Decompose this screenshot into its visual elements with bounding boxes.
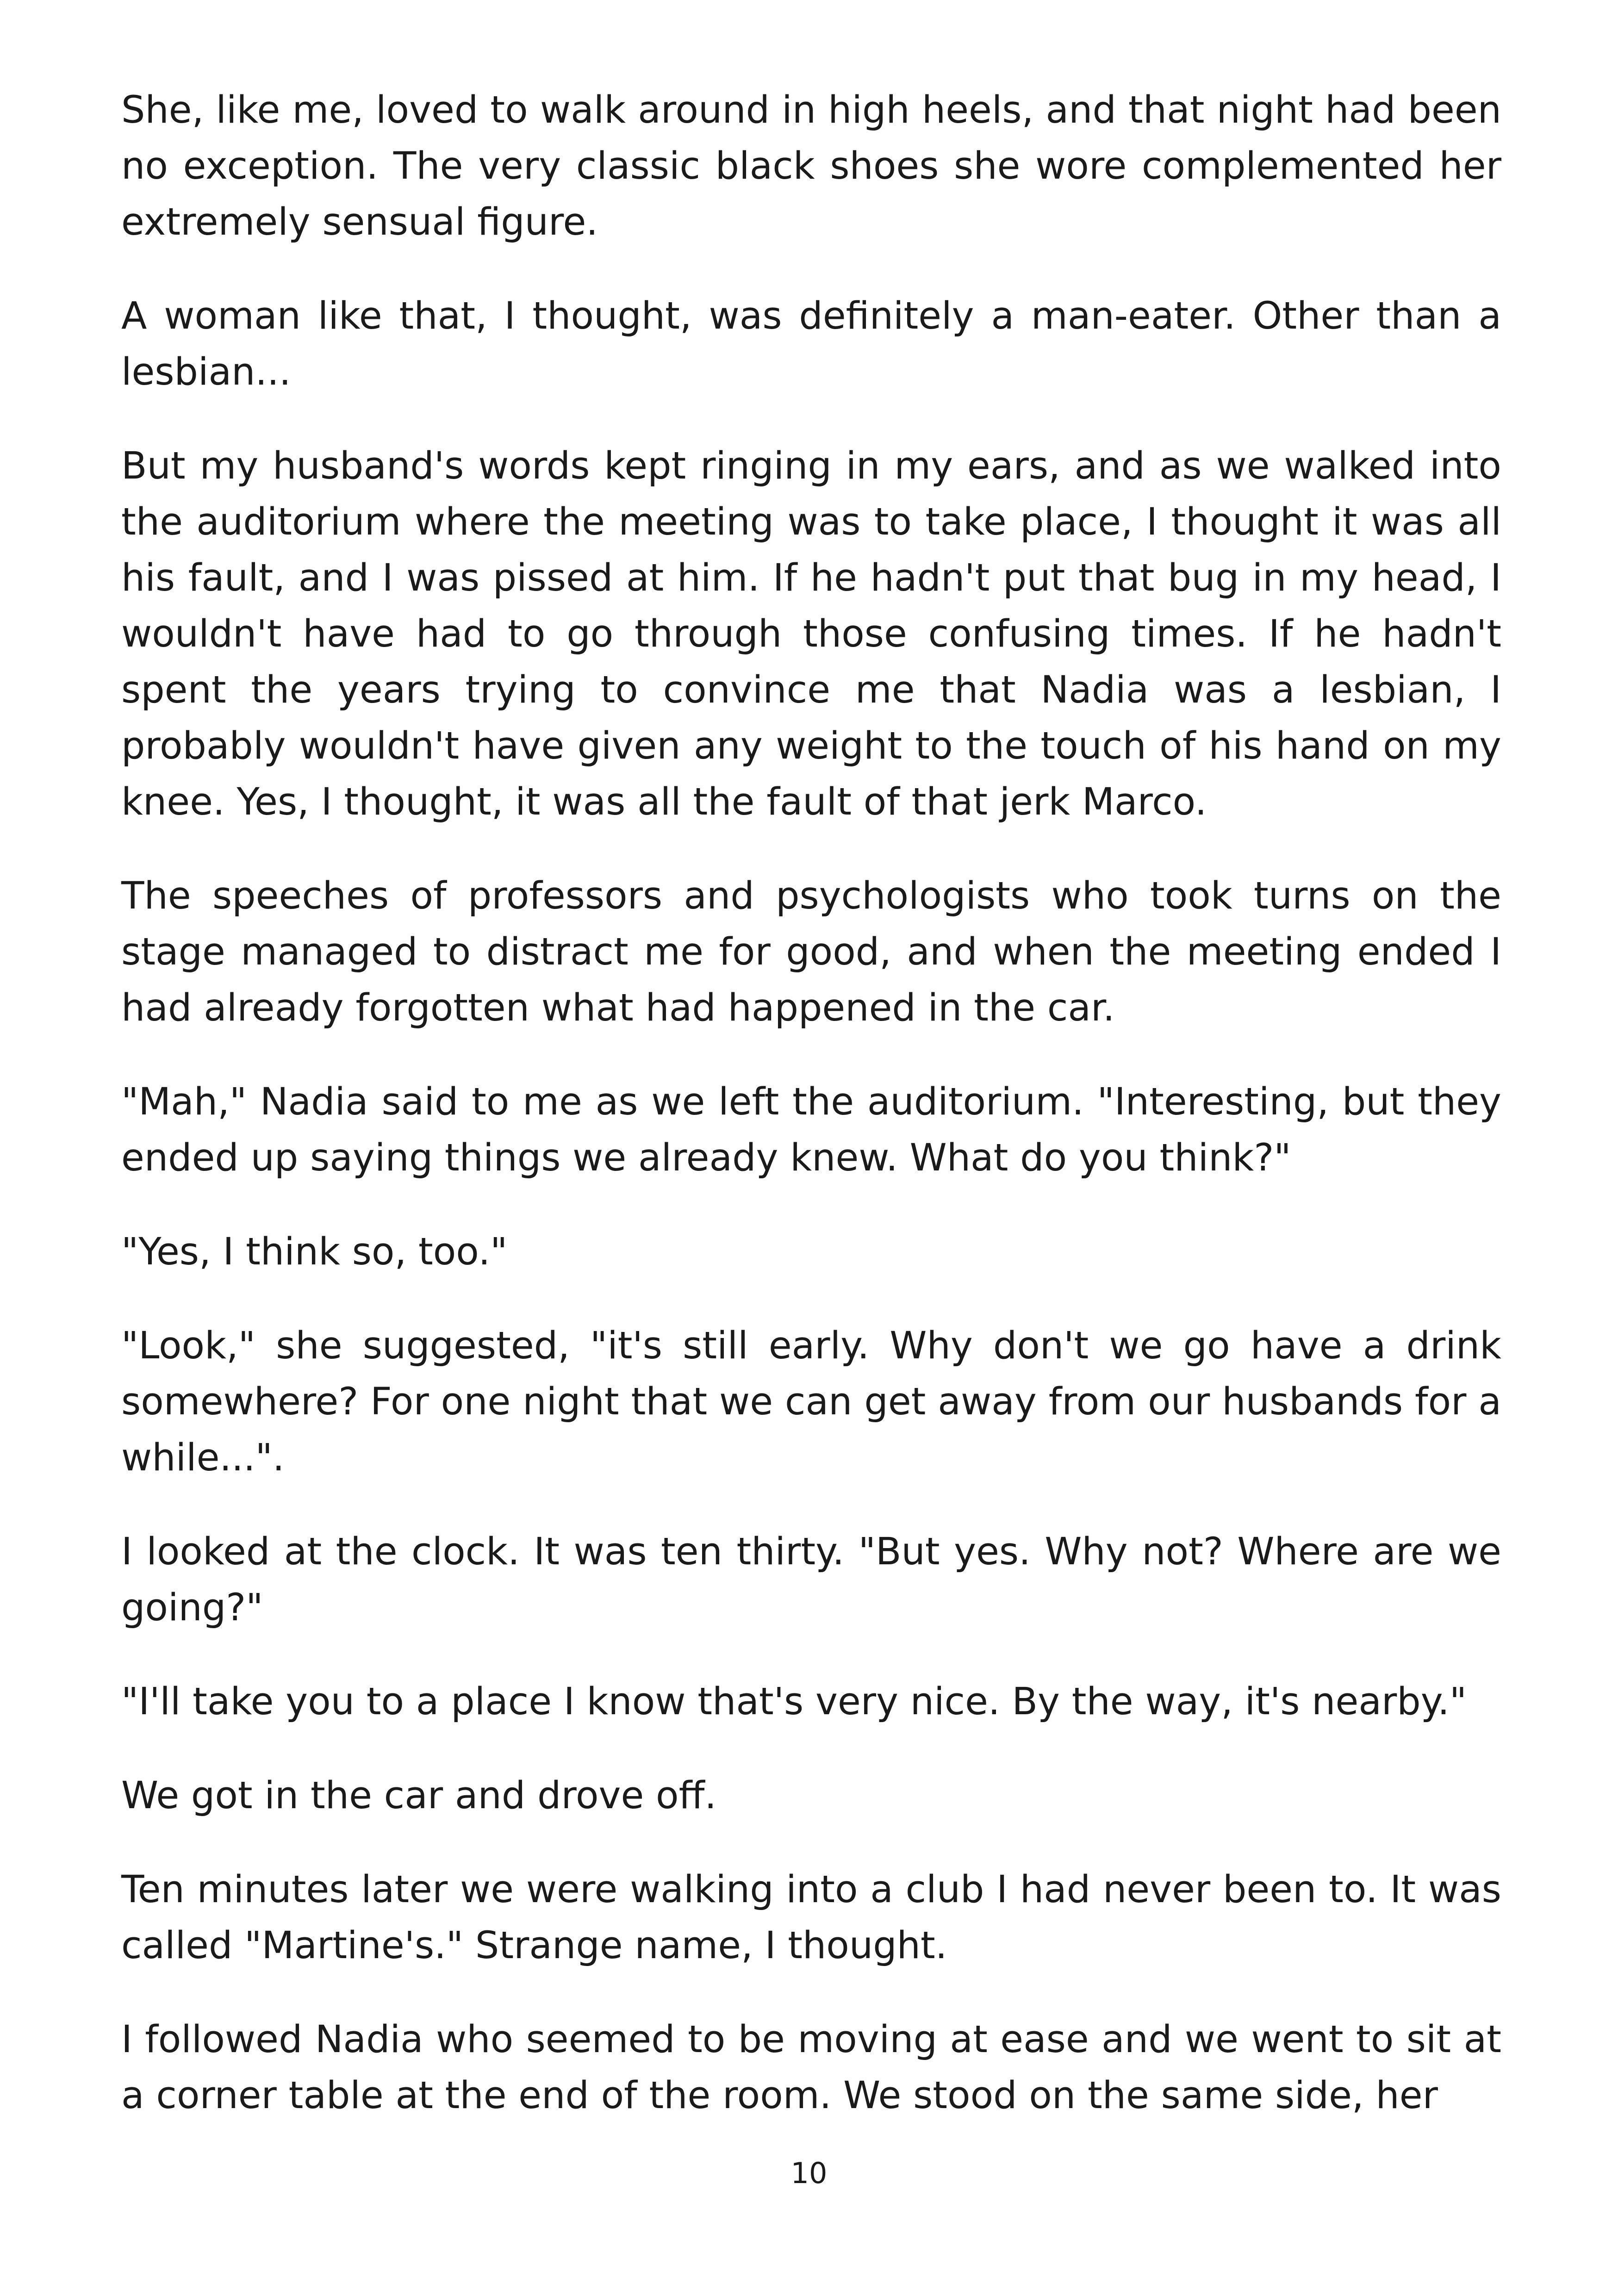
paragraph-2: A woman like that, I thought, was definitely a man-eater. Other than a lesbian... bbox=[121, 294, 1501, 394]
paragraph-4: The speeches of professors and psychologists who took turns on the stage managed to distract me for good, and when the meeting ended I had already forgotten what had happened in the car. bbox=[121, 874, 1501, 1030]
paragraph-6: "Yes, I think so, too." bbox=[121, 1230, 508, 1274]
paragraph-5: "Mah," Nadia said to me as we left the auditorium. "Interesting, but they ended up saying things we already knew. What do you think?" bbox=[121, 1080, 1501, 1180]
paragraph-7: "Look," she suggested, "it's still early. Why don't we go have a drink somewhere? For one night that we can get away from our husbands for a while...". bbox=[121, 1324, 1501, 1480]
paragraph-10: We got in the car and drove off. bbox=[121, 1774, 717, 1817]
paragraph-9: "I'll take you to a place I know that's very nice. By the way, it's nearby." bbox=[121, 1680, 1467, 1724]
paragraph-12: I followed Nadia who seemed to be moving at ease and we went to sit at a corner table at the end of the room. We stood on the same side, her bbox=[121, 2018, 1501, 2117]
paragraph-1: She, like me, loved to walk around in high heels, and that night had been no exception. The very classic black shoes she wore complemented her extremely sensual figure. bbox=[121, 88, 1501, 244]
paragraph-8: I looked at the clock. It was ten thirty. "But yes. Why not? Where are we going?" bbox=[121, 1530, 1501, 1630]
paragraph-11: Ten minutes later we were walking into a club I had never been to. It was called "Martine's." Strange name, I thought. bbox=[121, 1868, 1501, 1967]
page-body bbox=[121, 82, 1501, 2162]
page-number: 10 bbox=[790, 2156, 828, 2190]
paragraph-3: But my husband's words kept ringing in my ears, and as we walked into the auditorium where the meeting was to take place, I thought it was all his fault, and I was pissed at him. If he hadn't put that bug in my head, I wouldn't have had to go through those confusing times. If he hadn't spent the years trying to convince me that Nadia was a lesbian, I probably wouldn't have given any weight to the touch of his hand on my knee. Yes, I thought, it was all the fault of that jerk Marco. bbox=[121, 444, 1501, 824]
